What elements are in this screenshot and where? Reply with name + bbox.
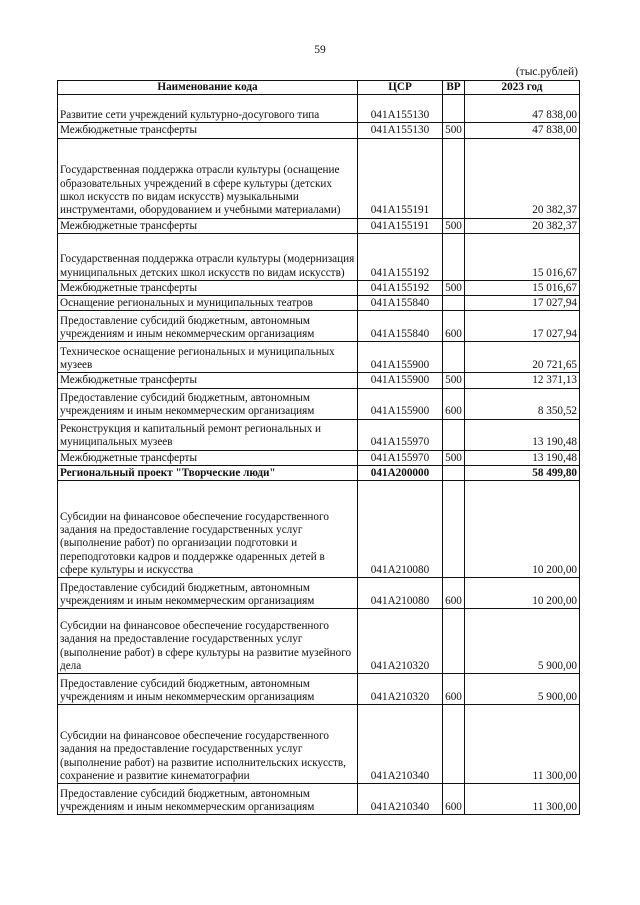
cell-name: Предоставление субсидий бюджетным, автономным учреждениям и иным некоммерческим организациям [58,311,358,342]
header-csr: ЦСР [358,81,443,95]
cell-vr: 600 [443,578,465,609]
cell-name: Техническое оснащение региональных и муниципальных музеев [58,342,358,373]
cell-vr: 600 [443,311,465,342]
cell-name: Предоставление субсидий бюджетным, автономным учреждениям и иным некоммерческим организациям [58,578,358,609]
cell-vr [443,342,465,373]
cell-vr: 500 [443,280,465,295]
cell-vr [443,296,465,311]
table-row [58,233,580,280]
cell-csr: 041A210320 [358,674,443,705]
cell-vr [443,609,465,674]
cell-sum: 20 382,37 [465,218,580,233]
cell-vr [443,481,465,578]
units-label: (тыс.рублей) [515,66,578,78]
page-number: 59 [314,44,326,56]
cell-sum: 11 300,00 [465,705,580,784]
cell-sum: 17 027,94 [465,311,580,342]
header-year: 2023 год [465,81,580,95]
cell-csr: 041A200000 [358,466,443,481]
cell-csr: 041A210080 [358,481,443,578]
cell-csr: 041A210080 [358,578,443,609]
cell-name: Межбюджетные трансферты [58,280,358,295]
cell-sum: 15 016,67 [465,280,580,295]
cell-vr: 500 [443,218,465,233]
cell-sum: 17 027,94 [465,296,580,311]
cell-vr: 500 [443,450,465,465]
table-row [58,373,580,388]
cell-name: Предоставление субсидий бюджетным, автономным учреждениям и иным некоммерческим организациям [58,674,358,705]
cell-sum: 47 838,00 [465,123,580,138]
table-row [58,342,580,373]
cell-csr: 041A155900 [358,388,443,419]
table-row [58,296,580,311]
cell-csr: 041A155900 [358,373,443,388]
cell-sum: 13 190,48 [465,419,580,450]
cell-sum: 10 200,00 [465,481,580,578]
cell-sum: 5 900,00 [465,609,580,674]
cell-sum: 8 350,52 [465,388,580,419]
table-row [58,609,580,674]
table-row [58,705,580,784]
cell-vr [443,95,465,123]
cell-sum: 15 016,67 [465,233,580,280]
header-row [58,81,580,95]
cell-name: Субсидии на финансовое обеспечение государственного задания на предоставление государственных услуг (выполнение работ) на развитие исполнительских искусств, сохранение и развитие кинематографии [58,705,358,784]
cell-vr [443,466,465,481]
table-row [58,419,580,450]
cell-csr: 041A155191 [358,218,443,233]
cell-sum: 13 190,48 [465,450,580,465]
table-row [58,138,580,218]
cell-name: Государственная поддержка отрасли культуры (оснащение образовательных учреждений в сфере культуры (детских школ искусств по видам искусств) музыкальными инструментами, оборудованием и учебными материалами) [58,138,358,218]
table-row [58,311,580,342]
cell-name: Межбюджетные трансферты [58,218,358,233]
cell-name: Субсидии на финансовое обеспечение государственного задания на предоставление государственных услуг (выполнение работ) по организации подготовки и переподготовки кадров и поддержке одаренных детей в сфере культуры и искусства [58,481,358,578]
table-row [58,450,580,465]
table-row [58,95,580,123]
cell-csr: 041A155130 [358,95,443,123]
cell-sum: 5 900,00 [465,674,580,705]
table-row [58,218,580,233]
cell-name: Реконструкция и капитальный ремонт региональных и муниципальных музеев [58,419,358,450]
cell-sum: 11 300,00 [465,784,580,815]
cell-vr [443,419,465,450]
cell-vr [443,233,465,280]
cell-name: Межбюджетные трансферты [58,123,358,138]
cell-sum: 47 838,00 [465,95,580,123]
cell-vr [443,138,465,218]
cell-csr: 041A155191 [358,138,443,218]
cell-name: Развитие сети учреждений культурно-досугового типа [58,95,358,123]
cell-csr: 041A210320 [358,609,443,674]
cell-csr: 041A210340 [358,705,443,784]
cell-csr: 041A155130 [358,123,443,138]
table-row [58,481,580,578]
cell-vr [443,705,465,784]
cell-name: Межбюджетные трансферты [58,450,358,465]
cell-sum: 12 371,13 [465,373,580,388]
cell-csr: 041A155970 [358,419,443,450]
cell-name: Межбюджетные трансферты [58,373,358,388]
cell-name: Предоставление субсидий бюджетным, автономным учреждениям и иным некоммерческим организациям [58,784,358,815]
cell-csr: 041A155840 [358,296,443,311]
cell-csr: 041A155970 [358,450,443,465]
table-row [58,388,580,419]
cell-sum: 10 200,00 [465,578,580,609]
cell-csr: 041A210340 [358,784,443,815]
cell-vr: 500 [443,123,465,138]
cell-name: Государственная поддержка отрасли культуры (модернизация муниципальных детских школ искусств по видам искусств) [58,233,358,280]
cell-name: Предоставление субсидий бюджетным, автономным учреждениям и иным некоммерческим организациям [58,388,358,419]
cell-csr: 041A155192 [358,233,443,280]
cell-vr: 600 [443,784,465,815]
table-row [58,466,580,481]
cell-name: Региональный проект "Творческие люди" [58,466,358,481]
cell-csr: 041A155192 [358,280,443,295]
table-header [58,81,580,95]
table-row [58,674,580,705]
table-row [58,578,580,609]
cell-vr: 600 [443,388,465,419]
table-row [58,784,580,815]
cell-name: Субсидии на финансовое обеспечение государственного задания на предоставление государственных услуг (выполнение работ) в сфере культуры на развитие музейного дела [58,609,358,674]
cell-csr: 041A155840 [358,311,443,342]
table-row [58,280,580,295]
budget-table [57,80,580,815]
table-body [58,95,580,815]
cell-sum: 20 382,37 [465,138,580,218]
table-row [58,123,580,138]
header-name: Наименование кода [58,81,358,95]
header-vr: ВР [443,81,465,95]
cell-vr: 600 [443,674,465,705]
cell-vr: 500 [443,373,465,388]
cell-name: Оснащение региональных и муниципальных театров [58,296,358,311]
cell-sum: 20 721,65 [465,342,580,373]
cell-sum: 58 499,80 [465,466,580,481]
cell-csr: 041A155900 [358,342,443,373]
